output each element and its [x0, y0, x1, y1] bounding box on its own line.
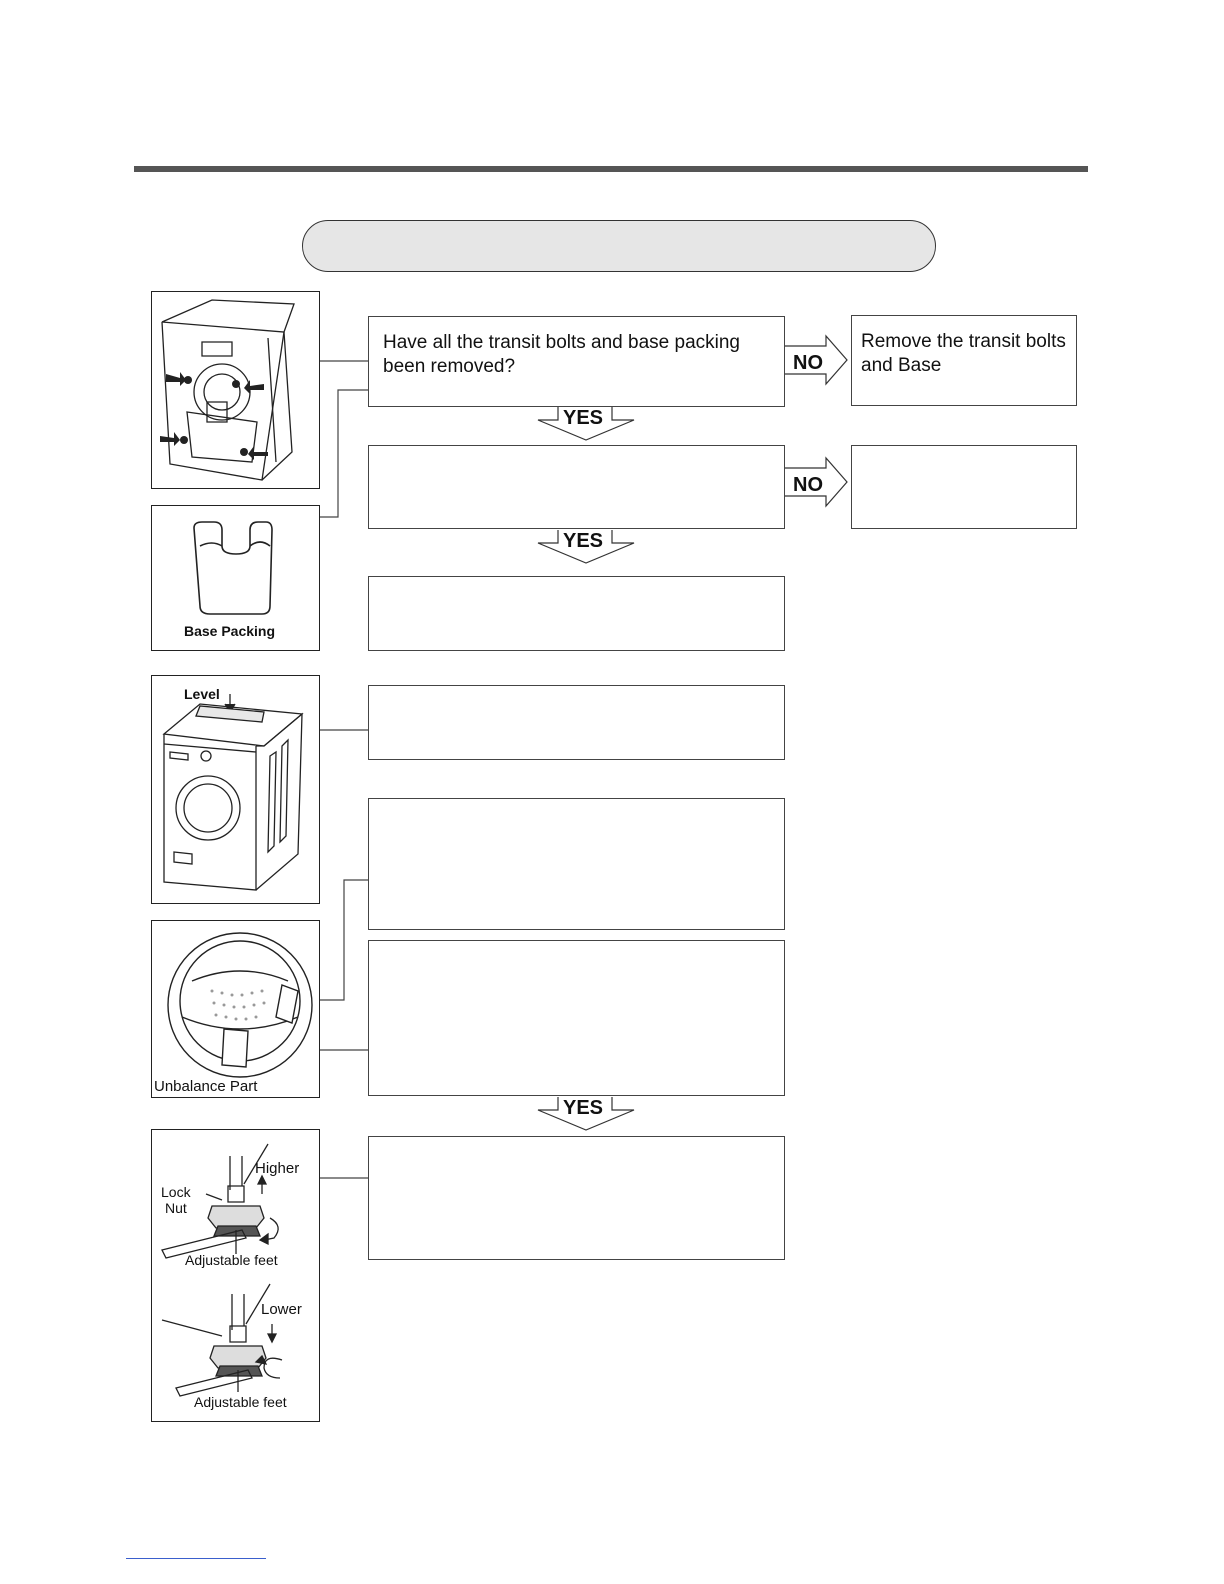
step-6-box: [368, 940, 785, 1096]
level-caption: Level: [184, 686, 220, 702]
yes-arrow-1: [536, 406, 636, 442]
result-2-box: [851, 445, 1077, 529]
adjustable-feet-caption-2: Adjustable feet: [194, 1394, 287, 1410]
result-remove-bolts-box: [851, 315, 1077, 406]
step-7-box: [368, 1136, 785, 1260]
adjustable-feet-caption-1: Adjustable feet: [185, 1252, 278, 1268]
question-transit-bolts-text: Have all the transit bolts and base packing been removed?: [383, 332, 740, 377]
question-2-box: [368, 445, 785, 529]
base-packing-caption: Base Packing: [183, 623, 276, 639]
washer-level-illustration: [151, 675, 320, 904]
washer-back-illustration: [151, 291, 320, 489]
no-arrow-2: [784, 456, 850, 508]
yes-label-3: YES: [562, 1097, 604, 1119]
yes-label-1: YES: [562, 407, 604, 429]
adjustable-feet-illustration: [151, 1129, 320, 1422]
base-packing-illustration: [151, 505, 320, 651]
no-label-2: NO: [793, 474, 823, 496]
no-label-1: NO: [793, 352, 823, 374]
yes-label-2: YES: [562, 530, 604, 552]
lower-caption: Lower: [261, 1301, 302, 1318]
drum-drawing: [152, 921, 320, 1081]
step-4-box: [368, 685, 785, 760]
washer-back-drawing: [152, 292, 320, 489]
question-transit-bolts-box: [368, 316, 785, 407]
step-3-box: [368, 576, 785, 651]
yes-arrow-3: [536, 1096, 636, 1132]
step-5-box: [368, 798, 785, 930]
drum-unbalance-illustration: [151, 920, 320, 1098]
base-packing-drawing: [152, 506, 320, 626]
unbalance-caption: Unbalance Part: [154, 1078, 258, 1095]
lock-nut-caption-line2: Nut: [165, 1200, 187, 1216]
higher-caption: Higher: [255, 1160, 300, 1177]
lock-nut-caption-line1: Lock: [161, 1184, 191, 1200]
footer-rule: [126, 1558, 266, 1559]
yes-arrow-2: [536, 529, 636, 565]
no-arrow-1: [784, 334, 850, 386]
washer-front-drawing: [152, 676, 320, 904]
result-remove-bolts-text: Remove the transit bolts and Base: [861, 331, 1066, 376]
